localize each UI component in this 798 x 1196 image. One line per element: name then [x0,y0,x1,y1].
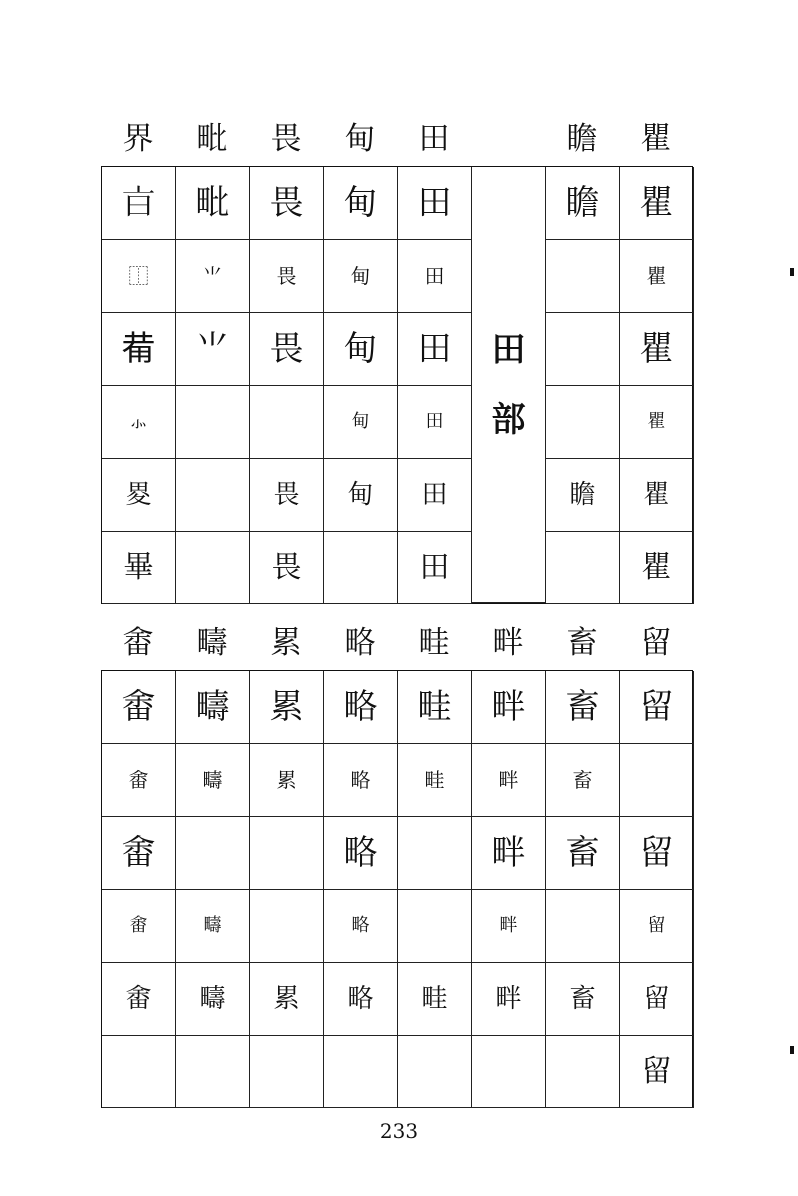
glyph-cell [102,313,176,386]
glyph-cell [102,532,176,604]
glyph-cell [398,459,472,532]
glyph-cell [324,167,398,240]
radical-label [472,167,546,603]
seal-glyph: 甸 [343,183,378,223]
glyph-cell [250,817,324,890]
seal-glyph: 畔 [491,833,526,873]
seal-glyph: 留 [639,687,674,727]
seal-glyph: 瞻 [569,480,596,510]
seal-glyph: 畦 [421,984,448,1014]
header-char: 畜 [566,625,598,661]
seal-glyph: 畢 [123,549,154,585]
glyph-cell [620,313,694,386]
header-char: 毗 [196,121,228,157]
glyph-cell [324,386,398,459]
glyph-cell [472,817,546,890]
glyph-cell [620,963,694,1036]
header-char: 瞻 [566,121,598,157]
glyph-cell [176,1036,250,1108]
seal-glyph: 畜 [569,984,596,1014]
section1-grid [101,166,693,604]
seal-glyph: 畔 [499,915,518,936]
glyph-cell [398,532,472,604]
header-char: 畬 [122,625,154,661]
header-char: 畏 [270,121,302,157]
glyph-cell [620,817,694,890]
seal-glyph: 田 [417,183,452,223]
glyph-cell [398,890,472,963]
seal-glyph: 田 [417,329,452,369]
seal-glyph: 累 [273,984,300,1014]
seal-glyph: 疇 [203,915,222,936]
seal-glyph: 畬 [128,768,149,792]
seal-glyph: 畬 [129,915,148,936]
glyph-cell [398,744,472,817]
glyph-cell [250,313,324,386]
section2-header-row [101,618,693,668]
glyph-cell [472,671,546,744]
glyph-cell [620,744,694,817]
glyph-cell [324,671,398,744]
seal-glyph: 甸 [343,329,378,369]
glyph-cell [472,890,546,963]
glyph-cell [250,459,324,532]
seal-glyph: 疇 [195,687,230,727]
glyph-cell [176,671,250,744]
glyph-cell [324,1036,398,1108]
seal-glyph: 畦 [417,687,452,727]
glyph-cell [620,671,694,744]
glyph-cell [102,963,176,1036]
header-char [471,114,545,164]
glyph-cell [546,532,620,604]
header-char: 瞿 [640,121,672,157]
glyph-cell [102,167,176,240]
seal-glyph: 疇 [202,768,223,792]
seal-glyph: 留 [647,915,666,936]
glyph-cell [620,240,694,313]
header-char: 疇 [196,625,228,661]
glyph-cell [398,167,472,240]
glyph-cell [398,313,472,386]
seal-glyph: 畔 [491,687,526,727]
glyph-cell [176,744,250,817]
glyph-cell [620,459,694,532]
glyph-cell [472,963,546,1036]
glyph-cell [102,744,176,817]
header-char: 甸 [344,121,376,157]
seal-glyph: 瞿 [639,329,674,369]
seal-glyph: 甸 [351,411,370,432]
seal-glyph: 田 [419,549,450,585]
glyph-cell [176,890,250,963]
glyph-cell [176,459,250,532]
glyph-cell [398,240,472,313]
glyph-cell [472,1036,546,1108]
seal-glyph: 略 [351,915,370,936]
seal-glyph: 疇 [199,984,226,1014]
glyph-cell [176,532,250,604]
glyph-cell [546,817,620,890]
seal-glyph: 畔 [495,984,522,1014]
header-char: 畦 [418,625,450,661]
glyph-cell [324,817,398,890]
glyph-cell [620,532,694,604]
seal-glyph: 畦 [424,768,445,792]
seal-glyph: 累 [276,768,297,792]
glyph-cell [546,167,620,240]
seal-glyph: 𤰇 [121,329,156,369]
seal-glyph: 毗 [195,183,230,223]
section2-grid [101,670,693,1108]
seal-glyph: 畏 [271,549,302,585]
header-char: 留 [640,625,672,661]
section1-header-row [101,114,693,164]
glyph-cell [546,1036,620,1108]
seal-glyph: 田 [424,264,445,288]
glyph-cell [398,963,472,1036]
glyph-cell [250,386,324,459]
seal-glyph: ⺌ [195,329,230,369]
glyph-cell [102,671,176,744]
seal-glyph: 田 [425,411,444,432]
seal-glyph: 略 [350,768,371,792]
glyph-cell [546,313,620,386]
glyph-cell [250,890,324,963]
glyph-cell [546,671,620,744]
seal-glyph: 略 [343,833,378,873]
glyph-cell [324,240,398,313]
seal-glyph: 畏 [273,480,300,510]
glyph-cell [324,963,398,1036]
header-char: 累 [270,625,302,661]
scan-mark [790,1046,794,1054]
glyph-cell [176,167,250,240]
seal-glyph: 瞿 [639,183,674,223]
seal-glyph: 留 [641,1053,672,1089]
glyph-cell [102,1036,176,1108]
seal-glyph: 甸 [347,480,374,510]
glyph-cell [546,386,620,459]
glyph-cell [398,386,472,459]
seal-glyph: 畬 [125,984,152,1014]
header-char: 畔 [492,625,524,661]
seal-glyph: 瞿 [646,264,667,288]
page-number: 233 [379,1119,419,1143]
glyph-cell [102,459,176,532]
seal-glyph: 畜 [565,833,600,873]
seal-glyph: 田 [421,480,448,510]
glyph-cell [102,817,176,890]
glyph-cell [620,386,694,459]
seal-glyph: 留 [643,984,670,1014]
glyph-cell [250,963,324,1036]
glyph-cell [620,167,694,240]
header-char: 略 [344,625,376,661]
radical-char-1: 田 [491,329,526,370]
glyph-cell [546,890,620,963]
glyph-cell [546,963,620,1036]
seal-glyph: 略 [343,687,378,727]
header-char: 田 [418,121,450,157]
glyph-cell [102,386,176,459]
glyph-cell [398,817,472,890]
glyph-cell [102,240,176,313]
seal-glyph: 瞻 [565,183,600,223]
glyph-cell [398,671,472,744]
seal-glyph: 瞿 [641,549,672,585]
seal-glyph: 累 [269,687,304,727]
glyph-cell [250,744,324,817]
glyph-cell [546,744,620,817]
glyph-cell [250,167,324,240]
glyph-cell [324,313,398,386]
glyph-cell [398,1036,472,1108]
glyph-cell [250,1036,324,1108]
seal-glyph: 瞿 [643,480,670,510]
seal-glyph: 瞿 [647,411,666,432]
seal-glyph: 畔 [498,768,519,792]
seal-glyph: ⺌ [202,264,223,288]
seal-glyph: ⺗ [129,411,148,432]
glyph-cell [176,963,250,1036]
seal-glyph: 畬 [121,833,156,873]
seal-glyph: ⿰ [128,264,149,288]
glyph-cell [176,817,250,890]
glyph-cell [176,313,250,386]
scan-mark [790,268,794,276]
header-char: 界 [122,121,154,157]
seal-glyph: 畏 [269,183,304,223]
seal-glyph: 畟 [125,480,152,510]
seal-glyph: 略 [347,984,374,1014]
seal-glyph: 畏 [276,264,297,288]
seal-glyph: 畜 [572,768,593,792]
glyph-cell [546,240,620,313]
glyph-cell [250,240,324,313]
glyph-cell [324,532,398,604]
glyph-cell [324,744,398,817]
seal-glyph: 畏 [269,329,304,369]
seal-glyph: 畬 [121,687,156,727]
glyph-cell [620,1036,694,1108]
glyph-cell [176,386,250,459]
glyph-cell [250,532,324,604]
glyph-cell [324,459,398,532]
glyph-cell [620,890,694,963]
glyph-cell [250,671,324,744]
glyph-cell [324,890,398,963]
glyph-cell [546,459,620,532]
seal-glyph: 留 [639,833,674,873]
glyph-cell [102,890,176,963]
glyph-cell [472,744,546,817]
glyph-cell [176,240,250,313]
seal-glyph: 甸 [350,264,371,288]
radical-char-2: 部 [491,399,526,440]
seal-glyph: 𣅀 [121,183,156,223]
seal-glyph: 畜 [565,687,600,727]
